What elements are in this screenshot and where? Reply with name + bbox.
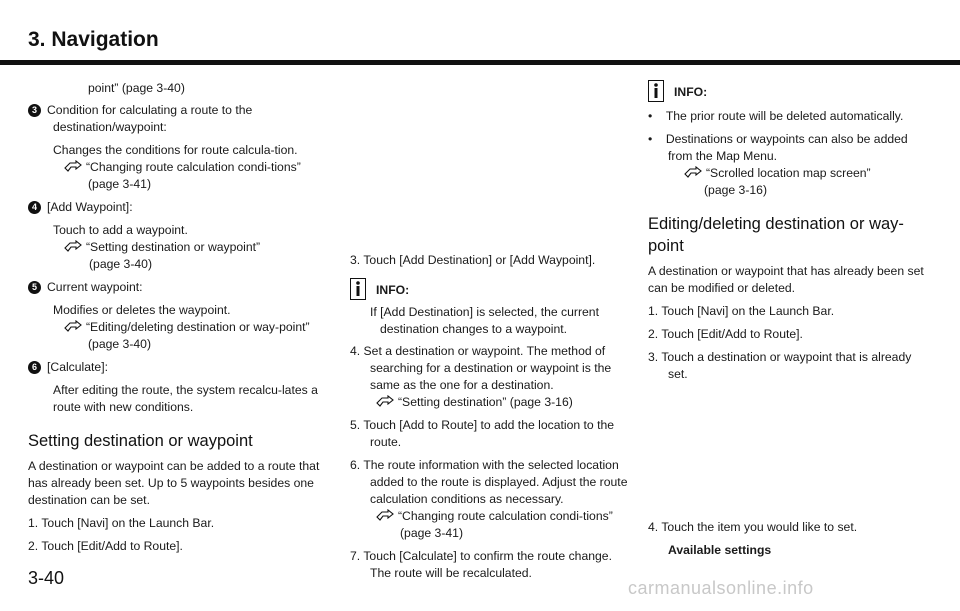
bullet-dot: •	[648, 132, 666, 146]
page-header	[0, 0, 960, 66]
header-rule	[0, 60, 960, 65]
section-heading: Setting destination or waypoint	[28, 432, 253, 450]
cross-ref-cont: (page 3-16)	[704, 183, 768, 197]
chapter-title: 3. Navigation	[28, 28, 159, 51]
step-1: 1. Touch [Navi] on the Launch Bar.	[648, 304, 835, 318]
reference-icon	[64, 160, 82, 172]
reference-icon	[376, 509, 394, 521]
step-3: 3. Touch [Add Destination] or [Add Waypoint].	[350, 253, 596, 267]
step-5: 5. Touch [Add to Route] to add the location to the route.	[350, 418, 615, 449]
callout-4: 4	[28, 201, 41, 214]
info-box	[648, 80, 924, 102]
cross-ref: “Changing route calculation condi-tions” (page 3-41)	[28, 159, 330, 193]
left-column	[28, 80, 330, 555]
info-text: If [Add Destination] is selected, the current destination changes to a waypoint.	[370, 305, 599, 336]
info-box	[350, 278, 630, 300]
step-3: 3. Touch a destination or waypoint that is already set.	[648, 350, 912, 381]
page-number: 3-40	[28, 568, 65, 588]
callout-3: 3	[28, 104, 41, 117]
list-item: 3 Condition for calculating a route to the destination/waypoint:	[28, 102, 330, 136]
step-4: 4. Set a destination or waypoint. The method of searching for a destination or waypoint is the same as the one for a destination.	[350, 344, 612, 392]
cross-ref-cont: (page 3-40)	[89, 257, 153, 271]
list-item-body: After editing the route, the system recalcu-lates a route with new conditions.	[53, 383, 318, 414]
middle-column	[350, 252, 630, 582]
step-1: 1. Touch [Navi] on the Launch Bar.	[28, 516, 215, 530]
list-item-body: Changes the conditions for route calcula-tion.	[53, 143, 298, 157]
cross-ref: “Editing/deleting destination or way-point” (page 3-40)	[28, 319, 330, 353]
reference-icon	[684, 166, 702, 178]
cross-ref: “Changing route calculation condi-tions” (page 3-41)	[350, 508, 630, 542]
step-7: 7. Touch [Calculate] to confirm the route change. The route will be recalculated.	[350, 549, 612, 580]
info-icon	[648, 80, 664, 102]
info-label: INFO:	[674, 85, 708, 99]
step-2: 2. Touch [Edit/Add to Route].	[648, 327, 803, 341]
callout-6: 6	[28, 361, 41, 374]
available-settings-heading: Available settings	[668, 543, 772, 557]
info-icon	[350, 278, 366, 300]
continued-ref: point” (page 3-40)	[88, 81, 185, 95]
list-item-body: Touch to add a waypoint.	[53, 223, 188, 237]
reference-icon	[376, 395, 394, 407]
info-bullet: • The prior route will be deleted automatically.	[648, 109, 904, 123]
list-item: 4 [Add Waypoint]:	[28, 199, 330, 216]
list-item-body: Modifies or deletes the waypoint.	[53, 303, 231, 317]
cross-ref: “Setting destination” (page 3-16)	[350, 394, 630, 411]
step-4: 4. Touch the item you would like to set.	[648, 520, 858, 534]
info-label: INFO:	[376, 283, 410, 297]
section-intro: A destination or waypoint can be added to a route that has already been set. Up to 5 waypoints besides one destination can be set.	[28, 459, 320, 507]
section-intro: A destination or waypoint that has already been set can be modified or deleted.	[648, 264, 924, 295]
reference-icon	[64, 240, 82, 252]
section-heading: Editing/deleting destination or way-point	[648, 215, 904, 255]
watermark: carmanualsonline.info	[628, 578, 814, 598]
bullet-dot: •	[648, 109, 666, 123]
step-6: 6. The route information with the selected location added to the route is displayed. Adjust the route calculation conditions as necessary.	[350, 458, 628, 506]
list-item: 5 Current waypoint:	[28, 279, 330, 296]
info-bullet: • Destinations or waypoints can also be added from the Map Menu.	[648, 132, 908, 163]
step-2: 2. Touch [Edit/Add to Route].	[28, 539, 183, 553]
cross-ref: “Scrolled location map screen”	[648, 165, 924, 182]
callout-5: 5	[28, 281, 41, 294]
reference-icon	[64, 320, 82, 332]
right-column	[648, 80, 924, 559]
cross-ref: “Setting destination or waypoint”	[28, 239, 330, 256]
list-item: 6 [Calculate]:	[28, 359, 330, 376]
